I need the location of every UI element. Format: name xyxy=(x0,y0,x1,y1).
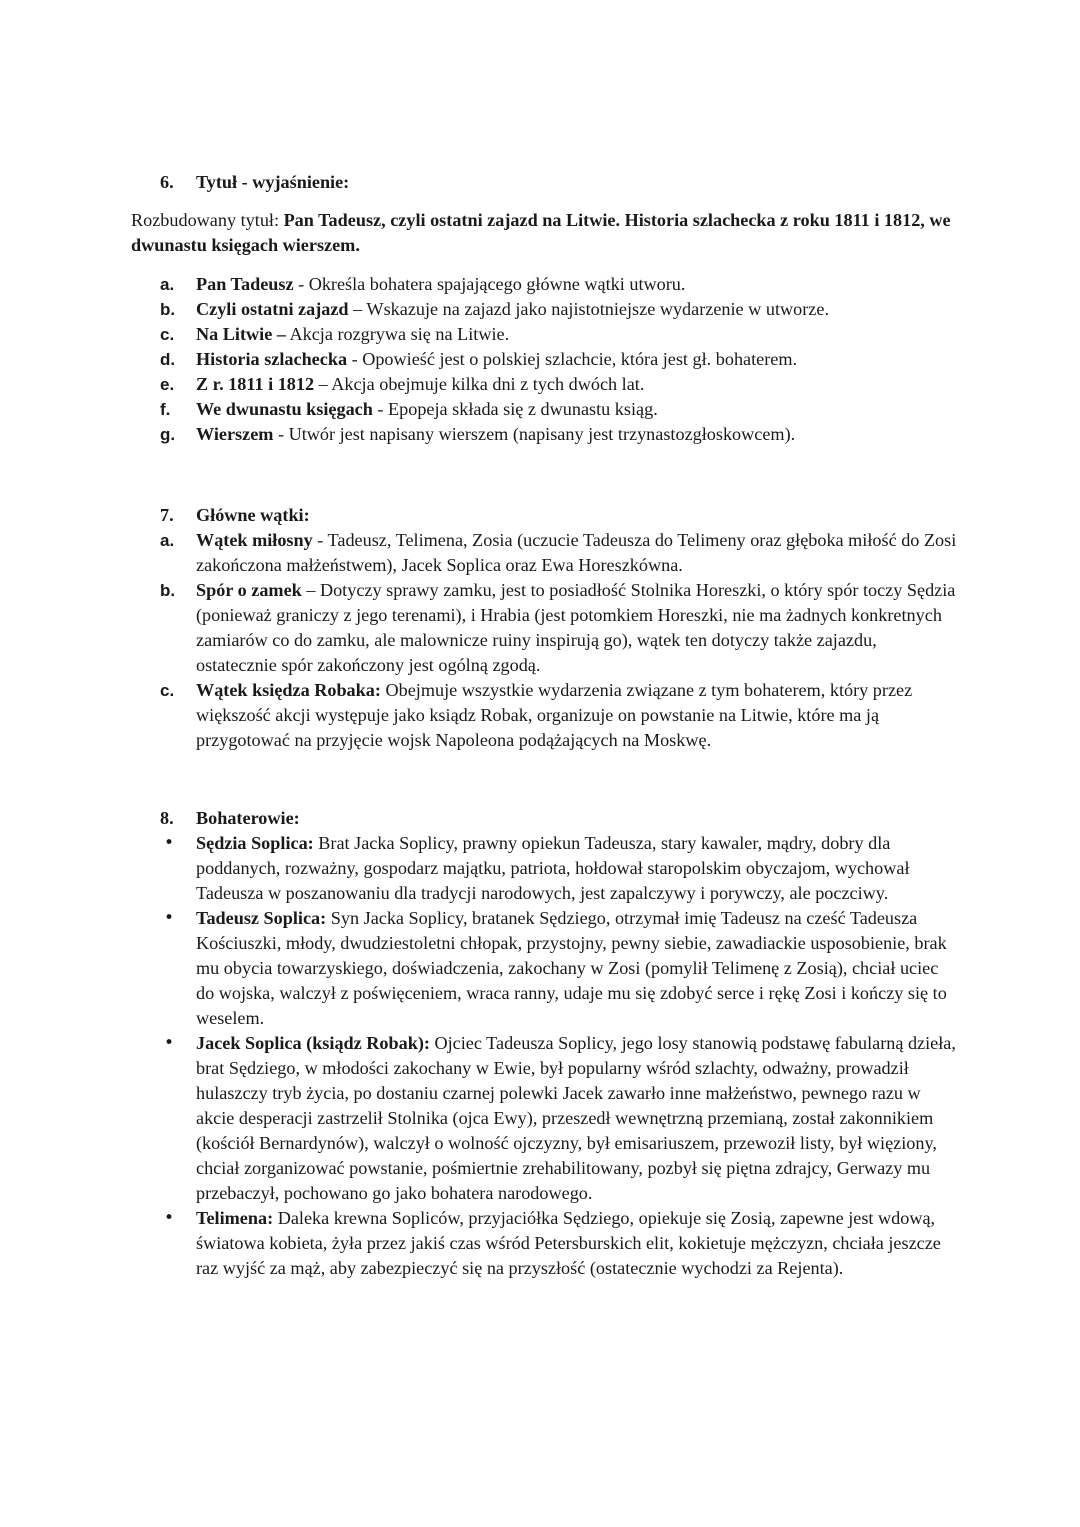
list-marker: b. xyxy=(160,581,176,600)
item-term: Tadeusz Soplica: xyxy=(196,908,327,928)
item-term: Wierszem xyxy=(196,424,274,444)
item-text: – Wskazuje na zajazd jako najistotniejsze wydarzenie w utworze. xyxy=(348,299,829,319)
list-marker: f. xyxy=(160,400,171,419)
list-item xyxy=(160,528,960,578)
item-text: - Opowieść jest o polskiej szlachcie, która jest gł. bohaterem. xyxy=(347,349,798,369)
item-text: Akcja rozgrywa się na Litwie. xyxy=(285,324,510,344)
item-term: Wątek księdza Robaka: xyxy=(196,680,381,700)
section-number: 7. xyxy=(160,505,174,525)
item-term: Z r. 1811 i 1812 xyxy=(196,374,315,394)
list-marker: a. xyxy=(160,531,175,550)
list-item xyxy=(160,322,960,347)
section-number: 6. xyxy=(160,172,174,192)
bullet-icon: • xyxy=(164,908,175,928)
item-term: Historia szlachecka xyxy=(196,349,348,369)
section-7-heading xyxy=(160,503,310,528)
list-item xyxy=(160,831,960,906)
list-marker: a. xyxy=(160,275,175,294)
section-title: Tytuł - wyjaśnienie: xyxy=(196,172,350,192)
item-text: – Akcja obejmuje kilka dni z tych dwóch lat. xyxy=(314,374,645,394)
title-explanation-list xyxy=(160,272,960,447)
list-marker: b. xyxy=(160,300,176,319)
item-term: Spór o zamek xyxy=(196,580,302,600)
item-text: Daleka krewna Sopliców, przyjaciółka Sędziego, opiekuje się Zosią, zapewne jest wdową, światowa kobieta, żyła przez jakiś czas wśród Petersburskich elit, kokietuje mężczyzn, chciała jeszcze raz wyjść za mąż, aby zabezpieczyć się na przyszłość (ostatecznie wychodzi za Rejenta). xyxy=(196,1208,941,1278)
list-item xyxy=(160,372,960,397)
main-threads-list xyxy=(160,528,960,753)
list-marker: e. xyxy=(160,375,175,394)
item-text: Brat Jacka Soplicy, prawny opiekun Tadeusza, stary kawaler, mądry, dobry dla poddanych, rozważny, gospodarz majątku, patriota, hołdował staropolskim obyczajom, wychował Tadeusza w poszanowaniu dla tradycji narodowych, jest zapalczywy i porywczy, ale poczciwy. xyxy=(196,833,910,903)
list-marker: g. xyxy=(160,425,176,444)
item-term: Sędzia Soplica: xyxy=(196,833,314,853)
item-term: Czyli ostatni zajazd xyxy=(196,299,349,319)
item-term: Wątek miłosny xyxy=(196,530,313,550)
item-text: – Dotyczy sprawy zamku, jest to posiadłość Stolnika Horeszki, o który spór toczy Sędzia (ponieważ graniczy z jego terenami), i Hrabia (jest potomkiem Horeszki, nie ma żadnych konkretnych zamiarów co do zamku, ale malownicze ruiny inspirują go), wątek ten dotyczy także zajazdu, ostatecznie spór zakończony jest ogólną zgodą. xyxy=(196,580,956,675)
item-text: - Tadeusz, Telimena, Zosia (uczucie Tadeusza do Telimeny oraz głęboka miłość do Zosi zakończona małżeństwem), Jacek Soplica oraz Ewa Horeszkówna. xyxy=(196,530,957,575)
item-term: We dwunastu księgach xyxy=(196,399,373,419)
item-text: Syn Jacka Soplicy, bratanek Sędziego, otrzymał imię Tadeusz na cześć Tadeusza Kościuszki, młody, dwudziestoletni chłopak, przystojny, pewny siebie, zawadiackie usposobienie, brak mu obycia towarzyskiego, doświadczenia, zakochany w Zosi (pomylił Telimenę z Zosią), chciał uciec do wojska, walczył z poświęceniem, wraca ranny, udaje mu się zdobyć serce i rękę Zosi i kończy się to weselem. xyxy=(196,908,947,1028)
list-item xyxy=(160,347,960,372)
bullet-icon: • xyxy=(164,1033,175,1053)
list-item xyxy=(160,297,960,322)
list-item xyxy=(160,1031,960,1206)
bullet-icon: • xyxy=(164,1208,175,1228)
intro-prefix: Rozbudowany tytuł: xyxy=(131,210,284,230)
item-term: Jacek Soplica (ksiądz Robak): xyxy=(196,1033,430,1053)
item-text: Ojciec Tadeusza Soplicy, jego losy stanowią podstawę fabularną dzieła, brat Sędziego, w młodości zakochany w Ewie, był popularny wśród szlachty, odważny, prowadził hulaszczy tryb życia, po dostaniu czarnej polewki Jacek zawarło inne małżeństwo, pewnego razu w akcie desperacji zastrzelił Stolnika (ojca Ewy), przeszedł wewnętrzną przemianą, został zakonnikiem (kościół Bernardynów), walczył o wolność ojczyzny, był emisariuszem, przewoził listy, był więziony, chciał zorganizować powstanie, pośmiertnie zrehabilitowany, pozbył się piętna zdrajcy, Gerwazy mu przebaczył, pochowano go jako bohatera narodowego. xyxy=(196,1033,956,1203)
list-item xyxy=(160,578,960,678)
list-item xyxy=(160,906,960,1031)
list-marker: c. xyxy=(160,681,175,700)
list-marker: c. xyxy=(160,325,175,344)
item-term: Na Litwie – xyxy=(196,324,286,344)
item-text: - Określa bohatera spajającego główne wątki utworu. xyxy=(293,274,686,294)
list-marker: d. xyxy=(160,350,176,369)
section-number: 8. xyxy=(160,808,174,828)
bullet-icon: • xyxy=(164,833,175,853)
list-item xyxy=(160,422,960,447)
list-item xyxy=(160,397,960,422)
item-term: Telimena: xyxy=(196,1208,274,1228)
item-text: Obejmuje wszystkie wydarzenia związane z tym bohaterem, który przez większość akcji występuje jako ksiądz Robak, organizuje on powstanie na Litwie, które ma ją przygotować na przyjęcie wojsk Napoleona podążających na Moskwę. xyxy=(196,680,913,750)
full-title: Pan Tadeusz, czyli ostatni zajazd na Litwie. Historia szlachecka z roku 1811 i 1812, we dwunastu księgach wierszem. xyxy=(131,210,951,255)
list-item xyxy=(160,272,960,297)
section-6-heading xyxy=(160,170,349,195)
characters-list xyxy=(160,831,960,1281)
section-title: Bohaterowie: xyxy=(196,808,300,828)
section-8-heading xyxy=(160,806,300,831)
item-term: Pan Tadeusz xyxy=(196,274,294,294)
title-intro-paragraph xyxy=(131,208,961,258)
item-text: - Epopeja składa się z dwunastu ksiąg. xyxy=(372,399,658,419)
list-item xyxy=(160,678,960,753)
section-title: Główne wątki: xyxy=(196,505,310,525)
item-text: - Utwór jest napisany wierszem (napisany jest trzynastozgłoskowcem). xyxy=(273,424,796,444)
list-item xyxy=(160,1206,960,1281)
